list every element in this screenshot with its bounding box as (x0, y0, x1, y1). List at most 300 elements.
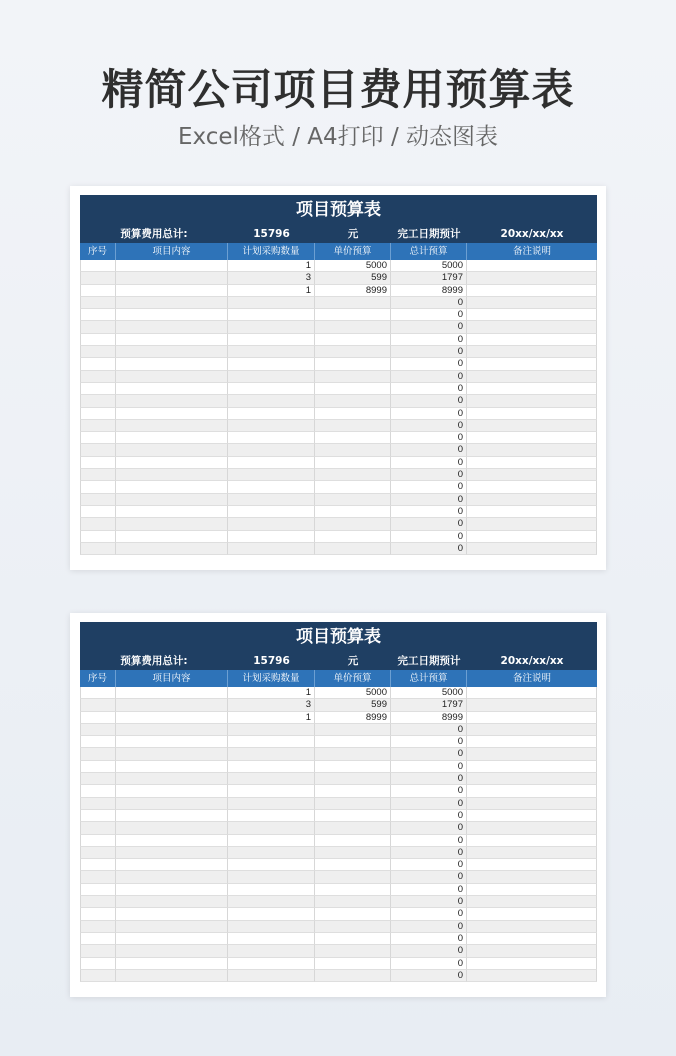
cell-total[interactable]: 0 (391, 970, 467, 982)
cell-note[interactable] (467, 810, 597, 822)
cell-content[interactable] (116, 958, 228, 970)
cell-unit-price[interactable]: 599 (315, 699, 391, 711)
cell-total[interactable]: 0 (391, 420, 467, 432)
cell-total[interactable]: 0 (391, 933, 467, 945)
cell-total[interactable]: 0 (391, 748, 467, 760)
cell-quantity[interactable] (228, 884, 315, 896)
cell-quantity[interactable] (228, 334, 315, 346)
cell-total[interactable]: 0 (391, 531, 467, 543)
cell-quantity[interactable] (228, 847, 315, 859)
cell-index[interactable] (80, 921, 116, 933)
cell-total[interactable]: 0 (391, 921, 467, 933)
cell-quantity[interactable] (228, 518, 315, 530)
cell-total[interactable]: 1797 (391, 272, 467, 284)
cell-quantity[interactable] (228, 371, 315, 383)
cell-quantity[interactable] (228, 933, 315, 945)
cell-note[interactable] (467, 358, 597, 370)
cell-index[interactable] (80, 408, 116, 420)
cell-content[interactable] (116, 847, 228, 859)
cell-index[interactable] (80, 835, 116, 847)
cell-total[interactable]: 0 (391, 457, 467, 469)
cell-content[interactable] (116, 896, 228, 908)
cell-unit-price[interactable] (315, 420, 391, 432)
cell-total[interactable]: 5000 (391, 260, 467, 272)
cell-unit-price[interactable] (315, 921, 391, 933)
cell-quantity[interactable] (228, 785, 315, 797)
cell-note[interactable] (467, 773, 597, 785)
cell-unit-price[interactable] (315, 871, 391, 883)
cell-index[interactable] (80, 822, 116, 834)
cell-total[interactable]: 0 (391, 469, 467, 481)
cell-index[interactable] (80, 958, 116, 970)
cell-content[interactable] (116, 712, 228, 724)
cell-total[interactable]: 0 (391, 958, 467, 970)
cell-unit-price[interactable] (315, 970, 391, 982)
cell-content[interactable] (116, 724, 228, 736)
cell-content[interactable] (116, 260, 228, 272)
cell-unit-price[interactable] (315, 724, 391, 736)
cell-quantity[interactable] (228, 309, 315, 321)
cell-note[interactable] (467, 871, 597, 883)
cell-note[interactable] (467, 847, 597, 859)
table-row (80, 260, 597, 272)
cell-quantity[interactable] (228, 970, 315, 982)
cell-total[interactable]: 0 (391, 371, 467, 383)
cell-quantity[interactable] (228, 543, 315, 555)
column-header: 项目内容 (116, 243, 228, 260)
cell-quantity[interactable] (228, 822, 315, 834)
cell-total[interactable]: 0 (391, 847, 467, 859)
cell-total[interactable]: 0 (391, 334, 467, 346)
cell-note[interactable] (467, 712, 597, 724)
cell-quantity[interactable]: 3 (228, 272, 315, 284)
cell-index[interactable] (80, 272, 116, 284)
cell-note[interactable] (467, 297, 597, 309)
cell-unit-price[interactable] (315, 457, 391, 469)
cell-quantity[interactable] (228, 724, 315, 736)
cell-total[interactable]: 0 (391, 908, 467, 920)
cell-note[interactable] (467, 321, 597, 333)
cell-quantity[interactable]: 1 (228, 260, 315, 272)
cell-index[interactable] (80, 859, 116, 871)
cell-content[interactable] (116, 494, 228, 506)
cell-index[interactable] (80, 884, 116, 896)
cell-unit-price[interactable] (315, 798, 391, 810)
cell-content[interactable] (116, 272, 228, 284)
cell-content[interactable] (116, 383, 228, 395)
cell-note[interactable] (467, 272, 597, 284)
cell-content[interactable] (116, 699, 228, 711)
cell-unit-price[interactable] (315, 408, 391, 420)
cell-quantity[interactable] (228, 432, 315, 444)
cell-content[interactable] (116, 761, 228, 773)
cell-total[interactable]: 0 (391, 383, 467, 395)
cell-total[interactable]: 0 (391, 896, 467, 908)
cell-quantity[interactable] (228, 859, 315, 871)
cell-note[interactable] (467, 518, 597, 530)
cell-quantity[interactable] (228, 297, 315, 309)
cell-note[interactable] (467, 494, 597, 506)
cell-quantity[interactable]: 1 (228, 285, 315, 297)
cell-index[interactable] (80, 383, 116, 395)
cell-unit-price[interactable] (315, 321, 391, 333)
cell-index[interactable] (80, 432, 116, 444)
cell-content[interactable] (116, 518, 228, 530)
cell-unit-price[interactable] (315, 785, 391, 797)
cell-content[interactable] (116, 481, 228, 493)
cell-quantity[interactable] (228, 531, 315, 543)
cell-index[interactable] (80, 810, 116, 822)
cell-content[interactable] (116, 371, 228, 383)
cell-content[interactable] (116, 444, 228, 456)
cell-unit-price[interactable] (315, 334, 391, 346)
cell-total[interactable]: 0 (391, 871, 467, 883)
cell-index[interactable] (80, 309, 116, 321)
cell-index[interactable] (80, 712, 116, 724)
cell-total[interactable]: 0 (391, 297, 467, 309)
cell-index[interactable] (80, 358, 116, 370)
cell-total[interactable]: 1797 (391, 699, 467, 711)
cell-total[interactable]: 0 (391, 395, 467, 407)
cell-total[interactable]: 0 (391, 346, 467, 358)
cell-total[interactable]: 0 (391, 798, 467, 810)
cell-index[interactable] (80, 761, 116, 773)
cell-total[interactable]: 0 (391, 494, 467, 506)
cell-total[interactable]: 0 (391, 506, 467, 518)
cell-index[interactable] (80, 481, 116, 493)
cell-content[interactable] (116, 921, 228, 933)
cell-content[interactable] (116, 543, 228, 555)
cell-unit-price[interactable] (315, 896, 391, 908)
cell-note[interactable] (467, 822, 597, 834)
cell-total[interactable]: 8999 (391, 285, 467, 297)
cell-unit-price[interactable] (315, 859, 391, 871)
cell-content[interactable] (116, 871, 228, 883)
cell-content[interactable] (116, 785, 228, 797)
cell-total[interactable]: 0 (391, 481, 467, 493)
cell-total[interactable]: 0 (391, 884, 467, 896)
cell-unit-price[interactable] (315, 395, 391, 407)
cell-index[interactable] (80, 543, 116, 555)
column-header: 备注说明 (512, 246, 551, 257)
cell-content[interactable] (116, 432, 228, 444)
cell-quantity[interactable] (228, 896, 315, 908)
cell-unit-price[interactable] (315, 518, 391, 530)
cell-index[interactable] (80, 687, 116, 699)
cell-content[interactable] (116, 457, 228, 469)
cell-note[interactable] (467, 531, 597, 543)
cell-quantity[interactable] (228, 748, 315, 760)
cell-content[interactable] (116, 358, 228, 370)
cell-note[interactable] (467, 481, 597, 493)
cell-unit-price[interactable] (315, 371, 391, 383)
cell-quantity[interactable] (228, 383, 315, 395)
cell-total[interactable]: 0 (391, 518, 467, 530)
cell-unit-price[interactable]: 8999 (315, 712, 391, 724)
cell-index[interactable] (80, 469, 116, 481)
cell-note[interactable] (467, 699, 597, 711)
cell-note[interactable] (467, 334, 597, 346)
cell-total[interactable]: 0 (391, 444, 467, 456)
cell-index[interactable] (80, 420, 116, 432)
cell-note[interactable] (467, 285, 597, 297)
cell-note[interactable] (467, 444, 597, 456)
cell-index[interactable] (80, 506, 116, 518)
cell-note[interactable] (467, 896, 597, 908)
cell-unit-price[interactable] (315, 945, 391, 957)
cell-content[interactable] (116, 798, 228, 810)
cell-note[interactable] (467, 395, 597, 407)
cell-index[interactable] (80, 334, 116, 346)
cell-index[interactable] (80, 773, 116, 785)
cell-index[interactable] (80, 395, 116, 407)
cell-content[interactable] (116, 748, 228, 760)
cell-index[interactable] (80, 748, 116, 760)
cell-unit-price[interactable] (315, 309, 391, 321)
column-header: 总计预算 (391, 670, 467, 687)
cell-content[interactable] (116, 506, 228, 518)
cell-note[interactable] (467, 346, 597, 358)
cell-unit-price[interactable] (315, 933, 391, 945)
cell-unit-price[interactable] (315, 543, 391, 555)
cell-note[interactable] (467, 835, 597, 847)
cell-note[interactable] (467, 408, 597, 420)
cell-index[interactable] (80, 908, 116, 920)
cell-note[interactable] (467, 383, 597, 395)
cell-quantity[interactable] (228, 321, 315, 333)
cell-note[interactable] (467, 748, 597, 760)
cell-quantity[interactable]: 1 (228, 687, 315, 699)
cell-unit-price[interactable] (315, 346, 391, 358)
cell-total[interactable]: 8999 (391, 712, 467, 724)
cell-content[interactable] (116, 736, 228, 748)
cell-quantity[interactable] (228, 773, 315, 785)
cell-content[interactable] (116, 285, 228, 297)
cell-total[interactable]: 0 (391, 724, 467, 736)
cell-quantity[interactable] (228, 444, 315, 456)
cell-total[interactable]: 0 (391, 432, 467, 444)
cell-note[interactable] (467, 785, 597, 797)
cell-index[interactable] (80, 518, 116, 530)
cell-content[interactable] (116, 297, 228, 309)
cell-total[interactable]: 0 (391, 785, 467, 797)
cell-note[interactable] (467, 457, 597, 469)
cell-index[interactable] (80, 724, 116, 736)
table-row (80, 408, 597, 420)
cell-content[interactable] (116, 408, 228, 420)
cell-total[interactable]: 0 (391, 835, 467, 847)
cell-index[interactable] (80, 933, 116, 945)
cell-total[interactable]: 0 (391, 810, 467, 822)
cell-quantity[interactable] (228, 408, 315, 420)
cell-total[interactable]: 0 (391, 761, 467, 773)
cell-index[interactable] (80, 896, 116, 908)
cell-unit-price[interactable] (315, 810, 391, 822)
cell-quantity[interactable] (228, 395, 315, 407)
cell-total[interactable]: 0 (391, 309, 467, 321)
cell-note[interactable] (467, 736, 597, 748)
cell-unit-price[interactable] (315, 958, 391, 970)
cell-note[interactable] (467, 432, 597, 444)
cell-index[interactable] (80, 457, 116, 469)
cell-note[interactable] (467, 506, 597, 518)
cell-quantity[interactable] (228, 358, 315, 370)
cell-unit-price[interactable] (315, 297, 391, 309)
cell-quantity[interactable]: 1 (228, 712, 315, 724)
cell-index[interactable] (80, 798, 116, 810)
cell-content[interactable] (116, 822, 228, 834)
cell-total[interactable]: 0 (391, 822, 467, 834)
table-row (80, 773, 597, 785)
cell-index[interactable] (80, 346, 116, 358)
cell-unit-price[interactable] (315, 358, 391, 370)
cell-content[interactable] (116, 908, 228, 920)
cell-note[interactable] (467, 420, 597, 432)
cell-quantity[interactable] (228, 958, 315, 970)
cell-quantity[interactable] (228, 908, 315, 920)
cell-note[interactable] (467, 309, 597, 321)
cell-total[interactable]: 0 (391, 321, 467, 333)
cell-index[interactable] (80, 945, 116, 957)
cell-quantity[interactable] (228, 736, 315, 748)
cell-unit-price[interactable] (315, 847, 391, 859)
cell-quantity[interactable] (228, 871, 315, 883)
cell-quantity[interactable] (228, 835, 315, 847)
cell-content[interactable] (116, 810, 228, 822)
cell-content[interactable] (116, 531, 228, 543)
cell-index[interactable] (80, 847, 116, 859)
cell-unit-price[interactable] (315, 444, 391, 456)
cell-total[interactable]: 0 (391, 358, 467, 370)
cell-note[interactable] (467, 798, 597, 810)
cell-unit-price[interactable] (315, 481, 391, 493)
cell-unit-price[interactable] (315, 908, 391, 920)
summary-date-value: 20xx/xx/xx (500, 655, 564, 667)
cell-content[interactable] (116, 395, 228, 407)
cell-content[interactable] (116, 420, 228, 432)
cell-content[interactable] (116, 334, 228, 346)
cell-total[interactable]: 0 (391, 736, 467, 748)
table-row (80, 358, 597, 370)
cell-quantity[interactable] (228, 346, 315, 358)
cell-index[interactable] (80, 371, 116, 383)
cell-unit-price[interactable] (315, 822, 391, 834)
cell-index[interactable] (80, 531, 116, 543)
cell-note[interactable] (467, 687, 597, 699)
cell-unit-price[interactable]: 5000 (315, 687, 391, 699)
table-row (80, 481, 597, 493)
cell-total[interactable]: 5000 (391, 687, 467, 699)
cell-quantity[interactable] (228, 481, 315, 493)
cell-content[interactable] (116, 773, 228, 785)
cell-content[interactable] (116, 835, 228, 847)
column-header: 计划采购数量 (228, 670, 315, 687)
cell-quantity[interactable] (228, 420, 315, 432)
cell-index[interactable] (80, 321, 116, 333)
cell-note[interactable] (467, 761, 597, 773)
cell-content[interactable] (116, 469, 228, 481)
cell-index[interactable] (80, 785, 116, 797)
cell-unit-price[interactable] (315, 506, 391, 518)
cell-note[interactable] (467, 260, 597, 272)
cell-note[interactable] (467, 724, 597, 736)
cell-index[interactable] (80, 444, 116, 456)
cell-total[interactable]: 0 (391, 859, 467, 871)
cell-quantity[interactable] (228, 457, 315, 469)
cell-index[interactable] (80, 285, 116, 297)
cell-note[interactable] (467, 469, 597, 481)
cell-index[interactable] (80, 970, 116, 982)
cell-note[interactable] (467, 921, 597, 933)
cell-index[interactable] (80, 871, 116, 883)
cell-quantity[interactable] (228, 945, 315, 957)
cell-note[interactable] (467, 859, 597, 871)
cell-content[interactable] (116, 859, 228, 871)
cell-quantity[interactable] (228, 494, 315, 506)
cell-unit-price[interactable] (315, 884, 391, 896)
cell-quantity[interactable] (228, 506, 315, 518)
cell-content[interactable] (116, 970, 228, 982)
cell-unit-price[interactable] (315, 494, 391, 506)
cell-note[interactable] (467, 970, 597, 982)
cell-note[interactable] (467, 543, 597, 555)
cell-quantity[interactable] (228, 469, 315, 481)
cell-quantity[interactable]: 3 (228, 699, 315, 711)
cell-note[interactable] (467, 884, 597, 896)
cell-index[interactable] (80, 297, 116, 309)
cell-unit-price[interactable]: 5000 (315, 260, 391, 272)
cell-unit-price[interactable] (315, 773, 391, 785)
cell-content[interactable] (116, 933, 228, 945)
cell-total[interactable]: 0 (391, 543, 467, 555)
cell-unit-price[interactable] (315, 748, 391, 760)
cell-total[interactable]: 0 (391, 945, 467, 957)
cell-unit-price[interactable] (315, 383, 391, 395)
cell-total[interactable]: 0 (391, 408, 467, 420)
cell-quantity[interactable] (228, 810, 315, 822)
cell-content[interactable] (116, 687, 228, 699)
cell-note[interactable] (467, 958, 597, 970)
cell-unit-price[interactable] (315, 761, 391, 773)
cell-note[interactable] (467, 371, 597, 383)
cell-unit-price[interactable]: 8999 (315, 285, 391, 297)
cell-content[interactable] (116, 884, 228, 896)
cell-index[interactable] (80, 699, 116, 711)
cell-index[interactable] (80, 260, 116, 272)
cell-index[interactable] (80, 736, 116, 748)
cell-total[interactable]: 0 (391, 773, 467, 785)
cell-unit-price[interactable] (315, 432, 391, 444)
cell-unit-price[interactable]: 599 (315, 272, 391, 284)
cell-quantity[interactable] (228, 921, 315, 933)
cell-unit-price[interactable] (315, 736, 391, 748)
cell-unit-price[interactable] (315, 835, 391, 847)
cell-quantity[interactable] (228, 761, 315, 773)
cell-content[interactable] (116, 321, 228, 333)
cell-unit-price[interactable] (315, 531, 391, 543)
cell-note[interactable] (467, 945, 597, 957)
cell-quantity[interactable] (228, 798, 315, 810)
cell-note[interactable] (467, 908, 597, 920)
cell-content[interactable] (116, 309, 228, 321)
cell-note[interactable] (467, 933, 597, 945)
table-row (80, 847, 597, 859)
cell-content[interactable] (116, 346, 228, 358)
cell-index[interactable] (80, 494, 116, 506)
cell-unit-price[interactable] (315, 469, 391, 481)
cell-content[interactable] (116, 945, 228, 957)
table-row (80, 908, 597, 920)
